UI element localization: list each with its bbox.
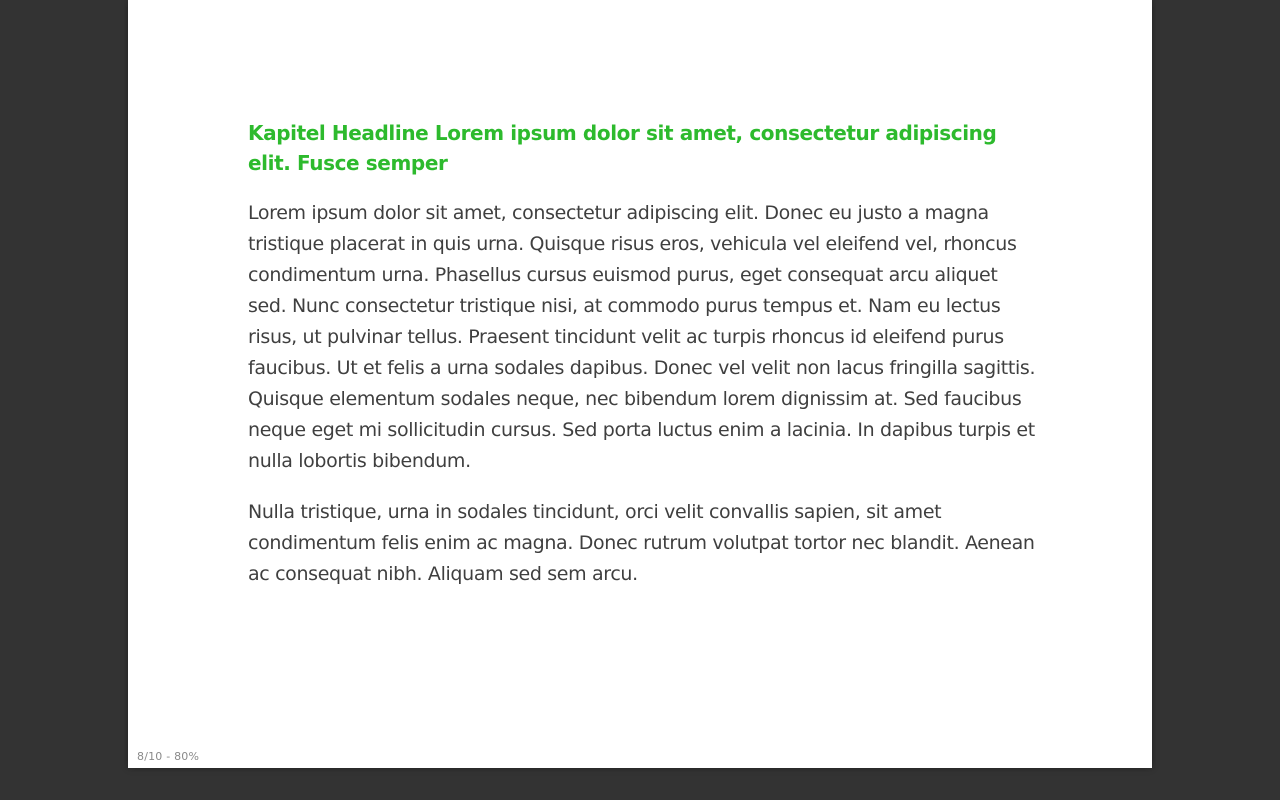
- slide-content: [248, 118, 1038, 610]
- slide-headline: Kapitel Headline Lorem ipsum dolor sit amet, consectetur adipiscing elit. Fusce semper: [248, 121, 997, 175]
- body-paragraph-1: Lorem ipsum dolor sit amet, consectetur adipiscing elit. Donec eu justo a magna tristique placerat in quis urna. Quisque risus eros, vehicula vel eleifend vel, rhoncus condimentum urna. Phasellus cursus euismod purus, eget consequat arcu aliquet sed. Nunc consectetur tristique nisi, at commodo purus tempus et. Nam eu lectus risus, ut pulvinar tellus. Praesent tincidunt velit ac turpis rhoncus id eleifend purus faucibus. Ut et felis a urna sodales dapibus. Donec vel velit non lacus fringilla sagittis. Quisque elementum sodales neque, nec bibendum lorem dignissim at. Sed faucibus neque eget mi sollicitudin cursus. Sed porta luctus enim a lacinia. In dapibus turpis et nulla lobortis bibendum.: [248, 202, 1036, 472]
- page-zoom-indicator: 8/10 - 80%: [137, 750, 200, 763]
- slide-page[interactable]: [128, 0, 1152, 768]
- body-paragraph-2: Nulla tristique, urna in sodales tincidunt, orci velit convallis sapien, sit amet condimentum felis enim ac magna. Donec rutrum volutpat tortor nec blandit. Aenean ac consequat nibh. Aliquam sed sem arcu.: [248, 501, 1035, 585]
